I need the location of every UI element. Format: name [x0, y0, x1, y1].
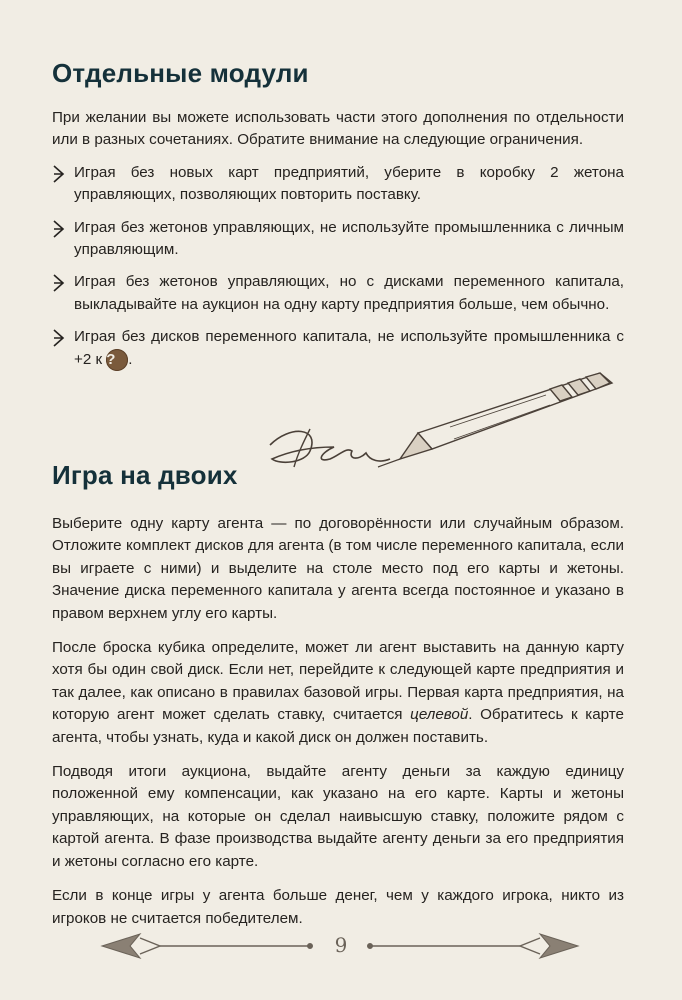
page-number: 9	[334, 933, 348, 957]
section-title: Игра на двоих	[52, 460, 238, 490]
arrow-bullet-icon	[52, 165, 66, 183]
paragraph: Выберите одну карту агента — по договорённости или случайным образом. Отложите комплект дисков для агента (в том числе переменного капитала, если вы играете с ними) и выделите на столе место под его карты и жетоны. Значение диска переменного капитала у агента всегда постоянное и указано в правом верхнем углу его карты.	[52, 515, 624, 622]
paragraph	[52, 637, 624, 749]
paragraph-text: . Обратитесь к карте агента, чтобы узнать, куда и какой диск он должен поставить.	[52, 706, 624, 746]
list-item	[52, 162, 624, 207]
section-separate-modules	[52, 58, 624, 371]
list-item-text: Играя без жетонов управляющих, не используйте промышленника с личным управляющим.	[74, 218, 624, 259]
question-token-icon: ?	[106, 349, 128, 371]
list-item-end: .	[128, 350, 133, 368]
list-item-text: Играя без жетонов управляющих, но с дисками переменного капитала, выкладывайте на аукцион на одну карту предприятия больше, чем обычно.	[74, 273, 624, 313]
section-title: Отдельные модули	[52, 58, 309, 88]
paragraph: Если в конце игры у агента больше денег, чем у каждого игрока, никто из игроков не считается победителем.	[52, 887, 624, 927]
list-item-text: Играя без дисков переменного капитала, не используйте промышленника с +2 к	[74, 328, 624, 368]
arrow-bullet-icon	[52, 329, 66, 347]
arrow-bullet-icon	[52, 274, 66, 292]
intro-paragraph: При желании вы можете использовать части этого дополнения по отдельности или в разных сочетаниях. Обратите внимание на следующие ограничения.	[52, 109, 624, 149]
list-item-text: Играя без новых карт предприятий, уберите в коробку 2 жетона управляющих, позволяющих повторить поставку.	[74, 163, 624, 204]
emphasis-term: целевой	[410, 706, 469, 724]
list-item	[52, 271, 624, 316]
restrictions-list	[52, 162, 624, 371]
arrow-bullet-icon	[52, 220, 66, 238]
paragraph-text: После броска кубика определите, может ли агент выставить на данную карту хотя бы один свой диск. Если нет, перейдите к следующей карте предприятия и так далее, как описано в правилах базовой игры. Первая карта предприятия, на которую агент может сделать ставку, считается	[52, 639, 624, 724]
paragraph: Подводя итоги аукциона, выдайте агенту деньги за каждую единицу положенной ему компенсации, как указано на его карте. Карты и жетоны управляющих, на которые он сделал наивысшую ставку, положите рядом с картой агента. В фазе производства выдайте агенту деньги за его предприятия и жетоны согласно его карте.	[52, 763, 624, 870]
section-two-player	[52, 460, 624, 930]
list-item	[52, 217, 624, 262]
